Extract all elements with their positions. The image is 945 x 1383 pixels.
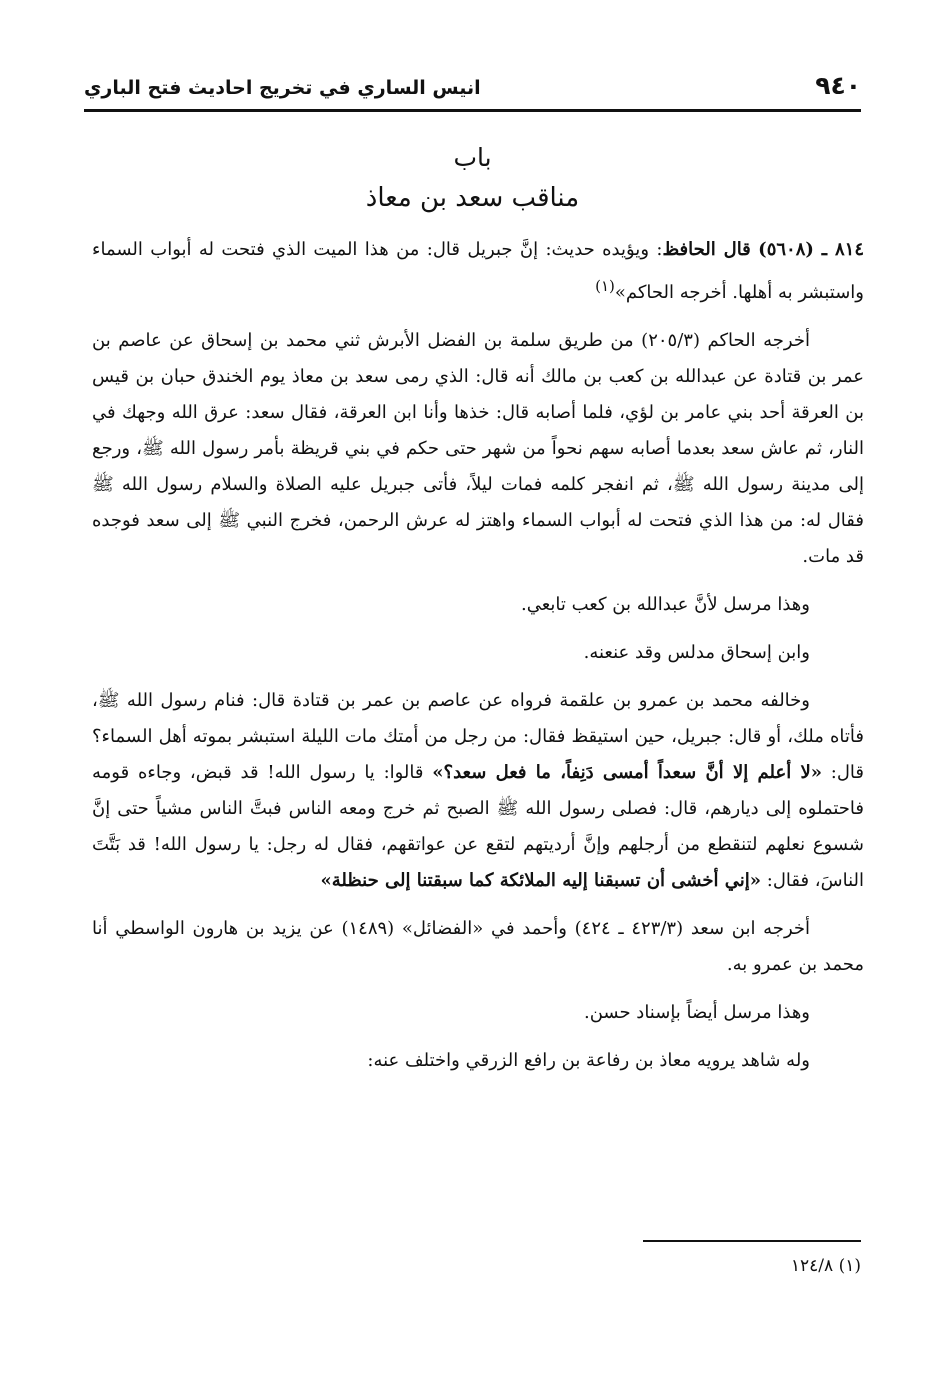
chapter-title: مناقب سعد بن معاذ (365, 183, 580, 213)
paragraph-text: وخالفه محمد بن عمرو بن علقمة فرواه عن عاصم بن عمر بن قتادة قال: فنام رسول الله ﷺ، فأتاه ملك، أو قال: جبريل، حين استيقظ فقال: من رجل من أمتك مات الليلة استبشر بموته أهل السماء؟ قال: (92, 690, 864, 783)
footnote-marker: (١) (838, 1256, 861, 1276)
prophetic-quote: «إني أخشى أن تسبقنا إليه الملائكة كما سبقتنا إلى حنظلة» (320, 870, 762, 891)
paragraph-khalafahu (92, 683, 864, 899)
hadith-entry (92, 232, 864, 311)
paragraph-shahid: وله شاهد يرويه معاذ بن رفاعة بن رافع الزرقي واختلف عنه: (367, 1050, 810, 1071)
footnote-reference: (١) (595, 277, 615, 295)
paragraph-hakim: أخرجه الحاكم (٢٠٥/٣) من طريق سلمة بن الفضل الأبرش ثني محمد بن إسحاق عن عاصم بن عمر بن قتادة عن عبدالله بن كعب بن مالك أنه قال: الذي رمى سعد بن معاذ يوم الخندق حبان بن قيس بن العرقة أحد بني عامر بن لؤي، فلما أصابه قال: خذها وأنا ابن العرقة، فقال سعد: عرق الله وجهك في النار، ثم عاش سعد بعدما أصابه سهم نحواً من شهر حتى حكم في بني قريظة بأمر رسول الله ﷺ، ورجع إلى مدينة رسول الله ﷺ، ثم انفجر كلمه فمات ليلاً، فأتى جبريل عليه الصلاة والسلام رسول الله ﷺ فقال له: من هذا الذي فتحت له أبواب السماء واهتز له عرش الرحمن، فخرج النبي ﷺ إلى سعد فوجده قد مات. (92, 330, 864, 567)
paragraph-mudallis: وابن إسحاق مدلس وقد عنعنه. (583, 642, 810, 663)
running-title: انيس الساري في تخريج احاديث فتح الباري (84, 77, 481, 99)
footnote-divider (643, 1240, 861, 1242)
entry-text: : ويؤيده حديث: إنَّ جبريل قال: من هذا الميت الذي فتحت له أبواب السماء واستبشر به أهلها. أخرجه الحاكم» (92, 239, 864, 303)
page-header (84, 70, 861, 106)
paragraph-text: قالوا: يا رسول الله! قد قبض، وجاءه قومه فاحتملوه إلى ديارهم، قال: فصلى رسول الله ﷺ الصبح ثم خرج ومعه الناس فبتَّ الناس مشياً حتى إنَّ شسوع نعلهم لتنقطع من أرجلهم وإنَّ أرديتهم لتقع عن عواتقهم، فقال له رجل: يا رسول الله! قد بَتَّتَ الناسَ، فقال: (92, 762, 864, 891)
footnote (561, 1252, 861, 1280)
entry-speaker: قال الحافظ (662, 239, 751, 260)
entry-dash: ـ (813, 239, 835, 260)
entry-reference: (٥٦٠٨) (758, 239, 814, 260)
footnote-text: ١٢٤/٨ (790, 1256, 834, 1276)
paragraph-ibn-saad: أخرجه ابن سعد (٤٢٣/٣ ـ ٤٢٤) وأحمد في «الفضائل» (١٤٨٩) عن يزيد بن هارون الواسطي أنا محمد بن عمرو به. (92, 918, 864, 975)
paragraph-mursal: وهذا مرسل لأنَّ عبدالله بن كعب تابعي. (520, 594, 810, 615)
main-text (92, 232, 864, 1091)
paragraph-hasan: وهذا مرسل أيضاً بإسناد حسن. (583, 1002, 810, 1023)
prophetic-quote: «لا أعلم إلا أنَّ سعداً أمسى دَنِفاً، ما فعل سعد؟» (432, 762, 823, 783)
header-divider (84, 109, 861, 112)
page-number: ٩٤٠ (815, 71, 861, 100)
entry-number: ٨١٤ (834, 239, 864, 260)
chapter-label: باب (453, 143, 492, 172)
